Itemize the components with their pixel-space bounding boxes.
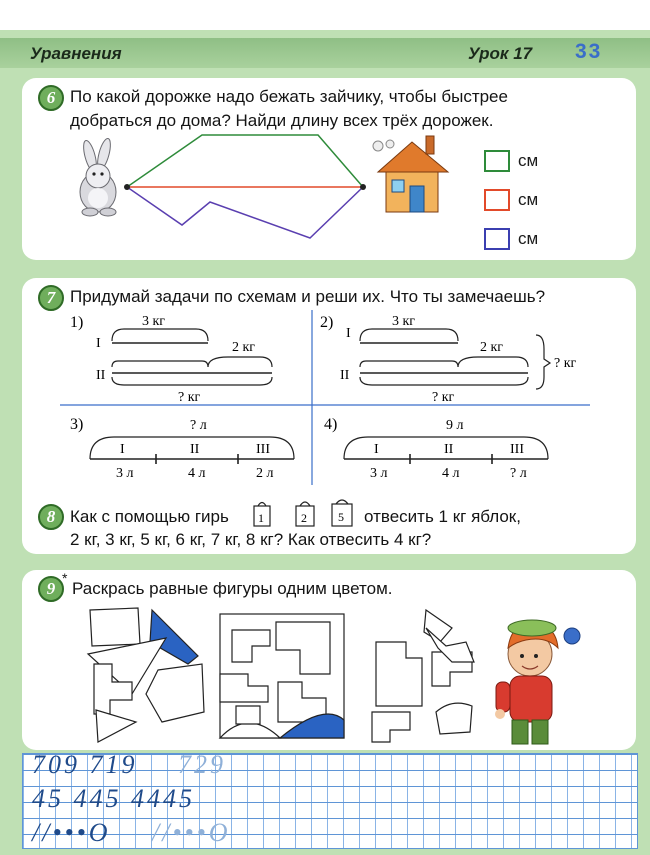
part-value: 3 л [116, 466, 134, 481]
weight-1-icon [254, 503, 270, 527]
answer-box-blue[interactable] [484, 228, 510, 250]
task7-text: Придумай задачи по схемам и реши их. Что ты замечаешь? [70, 287, 546, 306]
task9-number: 9 [38, 576, 64, 602]
top-value: 9 л [446, 418, 464, 433]
shape-right-curve[interactable] [436, 703, 472, 734]
task9-shapes-figure [80, 602, 635, 750]
part-value: 2 л [256, 466, 274, 481]
task7-schemes [60, 305, 600, 490]
scheme-1 [70, 314, 272, 405]
writing-row1: 709 719 [32, 750, 138, 779]
writing-row3-a: //•••O [32, 818, 111, 847]
child-illustration [495, 620, 580, 744]
right-value: 2 кг [480, 340, 504, 355]
part-label: I [374, 442, 379, 457]
part-label: II [444, 442, 454, 457]
weight-2-icon [296, 502, 314, 526]
row-label: II [96, 368, 106, 383]
green-path [127, 135, 363, 187]
part-label: I [120, 442, 125, 457]
scheme-3 [70, 416, 294, 481]
task8-text-a: Как с помощью гирь [70, 507, 229, 526]
writing-row3-b: //•••O [152, 818, 231, 847]
scheme-2 [320, 314, 577, 405]
scheme-label: 2) [320, 314, 334, 331]
answer-row-red [484, 189, 538, 211]
top-value: 3 кг [142, 314, 166, 329]
answer-row-blue [484, 228, 538, 250]
shape-small-triangle[interactable] [96, 710, 136, 742]
task8-number: 8 [38, 504, 64, 530]
part-value: 4 л [442, 466, 460, 481]
task6-text-line2: добраться до дома? Найди длину всех трёх дорожек. [70, 111, 494, 130]
part-value: 3 л [370, 466, 388, 481]
scheme-4 [324, 416, 548, 481]
answer-box-green[interactable] [484, 150, 510, 172]
answer-row-green [484, 150, 538, 172]
shape-right-2[interactable] [372, 712, 410, 742]
writing-row2: 45 445 4445 [32, 784, 195, 813]
unit-label: см [518, 190, 539, 209]
unit-label: см [518, 151, 539, 170]
right-value: 2 кг [232, 340, 256, 355]
part-label: II [190, 442, 200, 457]
task6-text-line1: По какой дорожке надо бежать зайчику, чтобы быстрее [70, 87, 508, 106]
lesson-label: Урок 17 [468, 44, 533, 63]
shape-right-1[interactable] [376, 642, 422, 706]
part-value: ? л [510, 466, 527, 481]
task7-number: 7 [38, 285, 64, 311]
weights-icons [248, 496, 358, 528]
unit-label: см [518, 229, 539, 248]
scheme-label: 3) [70, 416, 84, 433]
scheme-label: 1) [70, 314, 84, 331]
weight-5-icon [332, 500, 352, 526]
task6-number: 6 [38, 85, 64, 111]
row-label: II [340, 368, 350, 383]
page-number: 33 [575, 40, 603, 63]
bunny-illustration [80, 137, 116, 216]
top-value: ? л [190, 418, 207, 433]
section-title: Уравнения [30, 44, 122, 63]
svg-text:5: 5 [338, 510, 344, 524]
scheme-label: 4) [324, 416, 338, 433]
writing-row1-faint: 729 [178, 750, 226, 779]
task6-paths-figure [60, 130, 480, 250]
star-marker: * [62, 570, 68, 586]
bottom-value: ? кг [432, 390, 455, 405]
row-label: I [346, 326, 351, 341]
part-label: III [510, 442, 524, 457]
part-label: III [256, 442, 270, 457]
shape-mid-5[interactable] [236, 706, 260, 724]
blue-path [127, 187, 363, 238]
shape-blue-quad[interactable] [150, 610, 198, 664]
bottom-value: ? кг [178, 390, 201, 405]
svg-text:2: 2 [301, 511, 307, 525]
shape-square[interactable] [90, 608, 140, 646]
row-label: I [96, 336, 101, 351]
answer-box-red[interactable] [484, 189, 510, 211]
svg-text:1: 1 [258, 511, 264, 525]
task8-text-b: отвесить 1 кг яблок, [364, 507, 521, 526]
house-illustration [373, 136, 448, 212]
task9-text: Раскрась равные фигуры одним цветом. [72, 579, 393, 598]
top-value: 3 кг [392, 314, 416, 329]
part-value: 4 л [188, 466, 206, 481]
shape-pentagon[interactable] [146, 664, 204, 722]
task8-text-line2: 2 кг, 3 кг, 5 кг, 6 кг, 7 кг, 8 кг? Как отвесить 4 кг? [70, 530, 432, 549]
shape-right-3[interactable] [424, 610, 452, 642]
side-value: ? кг [554, 356, 577, 371]
